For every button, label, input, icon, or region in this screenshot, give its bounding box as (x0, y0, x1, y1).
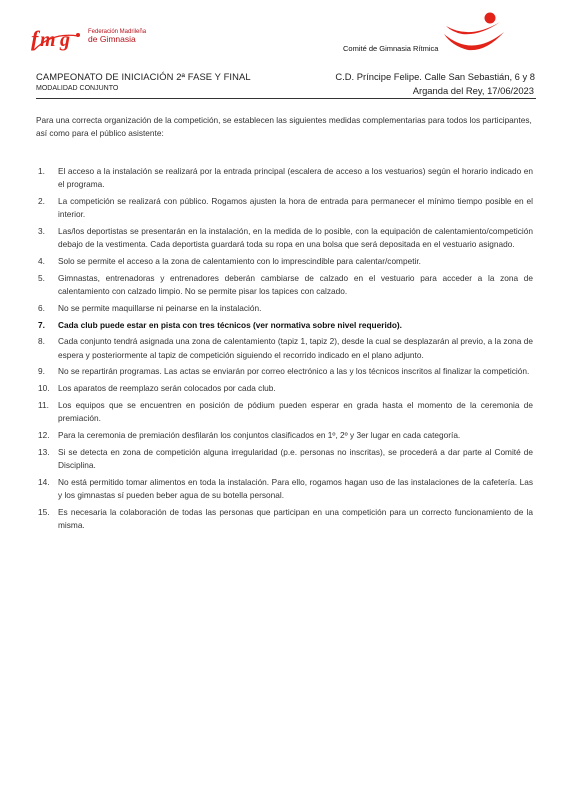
list-item (36, 225, 533, 251)
list-item-number: 9. (38, 366, 45, 377)
rules-list (36, 165, 533, 536)
list-item-number: 11. (38, 399, 49, 410)
fmg-logo (30, 22, 150, 58)
event-date: Arganda del Rey, 17/06/2023 (412, 85, 534, 96)
list-item-text: No está permitido tomar alimentos en toda la instalación. Para ello, rogamos hagan uso de las instalaciones de la cafetería. Las y los gimnastas sí pueden beber agua de su botella personal. (58, 476, 533, 500)
list-item (36, 195, 533, 221)
committee-name: Comité de Gimnasia Rítmica (343, 44, 439, 53)
list-item-number: 10. (38, 383, 50, 394)
header-divider (36, 98, 536, 99)
list-item-text: No se permite maquillarse ni peinarse en la instalación. (58, 302, 262, 313)
list-item-number: 5. (38, 272, 45, 283)
list-item (36, 272, 533, 298)
list-item-number: 12. (38, 429, 50, 440)
championship-title: CAMPEONATO DE INICIACIÓN 2ª FASE Y FINAL (36, 71, 251, 82)
list-item-number: 1. (38, 166, 45, 176)
list-item-number: 8. (38, 336, 45, 347)
venue-address: C.D. Príncipe Felipe. Calle San Sebastián, 6 y 8 (335, 71, 535, 82)
svg-text:g: g (60, 29, 70, 51)
federation-name (88, 29, 146, 43)
list-item-text: Gimnastas, entrenadoras y entrenadores deberán cambiarse de calzado en el vestuario para acceder a la zona de calentamiento con calzado limpio. No se permite pisar los tapices con calzado. (58, 272, 533, 296)
list-item-number: 13. (38, 446, 50, 457)
federation-line2: de Gimnasia (88, 34, 136, 44)
list-item-text: Cada conjunto tendrá asignada una zona de calentamiento (tapiz 1, tapiz 2), desde la cual se desplazarán al previo, a la zona de espera y posteriormente al tapiz de competición siguiendo el recorrido indicado en el plano adjunto. (58, 336, 533, 360)
fmg-logo-icon (30, 22, 86, 54)
list-item-number: 6. (38, 302, 45, 313)
list-item-number: 15. (38, 506, 50, 517)
svg-text:f: f (31, 26, 39, 51)
list-item (36, 446, 533, 472)
list-item-number: 4. (38, 256, 45, 266)
list-item-text: Es necesaria la colaboración de todas las personas que participan en una competición para un correcto funcionamiento de la misma. (58, 506, 533, 530)
list-item-text: El acceso a la instalación se realizará por la entrada principal (escalera de acceso a los vestuarios) según el horario indicado en el programa. (58, 166, 533, 190)
list-item (36, 399, 533, 425)
list-item (36, 255, 533, 268)
list-item-text: Los aparatos de reemplazo serán colocados por cada club. (58, 383, 276, 394)
list-item-text: Los equipos que se encuentren en posición de pódium pueden esperar en grada hasta el momento de la ceremonia de premiación. (58, 399, 533, 424)
list-item (36, 429, 533, 442)
list-item-number: 3. (38, 226, 45, 236)
list-item (36, 382, 533, 395)
list-item (36, 365, 533, 378)
intro-paragraph: Para una correcta organización de la competición, se establecen las siguientes medidas complementarias para todos los participantes, así como para el público asistente: (36, 115, 532, 138)
list-item-text: Cada club puede estar en pista con tres técnicos (ver normativa sobre nivel requerido). (58, 319, 402, 330)
federation-line1: Federación Madrileña (88, 29, 147, 35)
modality-label: MODALIDAD CONJUNTO (36, 85, 119, 92)
list-item-number: 2. (38, 196, 45, 206)
list-item (36, 165, 533, 191)
list-item-text: La competición se realizará con público. Rogamos ajusten la hora de entrada para permanecer el mínimo tiempo posible en el interior. (58, 196, 533, 220)
gymnast-logo (440, 12, 508, 56)
list-item-text: Si se detecta en zona de competición alguna irregularidad (p.e. personas no inscritas), se procederá a dar parte al Comité de Disciplina. (58, 446, 533, 470)
list-item-number: 14. (38, 476, 50, 487)
list-item-text: Para la ceremonia de premiación desfilarán los conjuntos clasificados en 1º, 2º y 3er lugar en cada categoría. (58, 429, 461, 440)
list-item (36, 476, 533, 502)
list-item-text: No se repartirán programas. Las actas se enviarán por correo electrónico a las y los técnicos inscritos al finalizar la competición. (58, 366, 530, 377)
gymnast-logo-icon (440, 12, 508, 56)
list-item-number: 7. (38, 319, 45, 330)
list-item (36, 506, 533, 532)
list-item (36, 302, 533, 315)
list-item-text: Solo se permite el acceso a la zona de calentamiento con lo imprescindible para calentar/competir. (58, 256, 421, 266)
list-item-text: Las/los deportistas se presentarán en la instalación, en la medida de lo posible, con la equipación de calentamiento/competición debajo de la vestimenta. Cada deportista guardará toda su ropa en una bolsa que será depositada en el vestuario asignado. (58, 226, 533, 250)
svg-text:m: m (40, 29, 56, 51)
list-item (36, 335, 533, 361)
list-item (36, 319, 533, 332)
